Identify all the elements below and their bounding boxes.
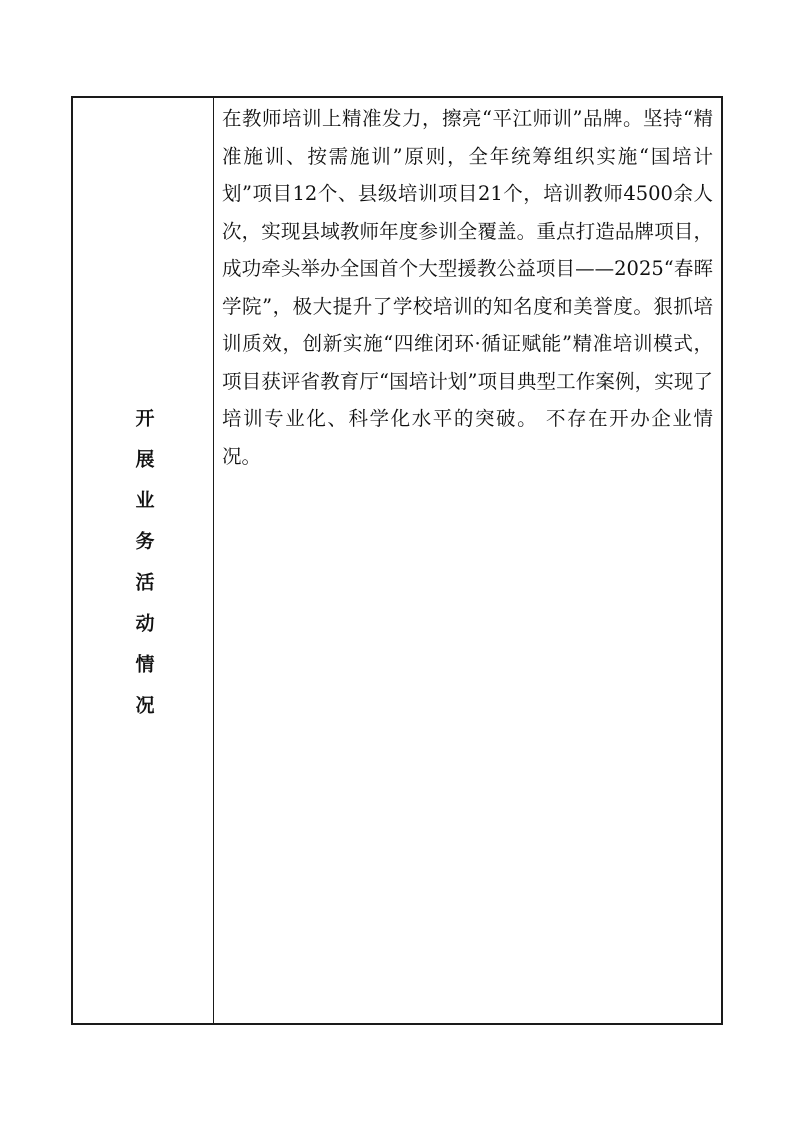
report-table (71, 96, 723, 1025)
section-label: 开展业务活动情况 (132, 407, 155, 736)
section-content-paragraph: 在教师培训上精准发力，擦亮“平江师训”品牌。坚持“精准施训、按需施训”原则，全年统筹组织实施“国培计划”项目12个、县级培训项目21个，培训教师4500余人次，实现县域教师年度参训全覆盖。重点打造品牌项目，成功牵头举办全国首个大型援教公益项目——2025“春晖学院”，极大提升了学校培训的知名度和美誉度。狠抓培训质效，创新实施“四维闭环·循证赋能”精准培训模式，项目获评省教育厅“国培计划”项目典型工作案例，实现了培训专业化、科学化水平的突破。 不存在开办企业情况。 (222, 107, 713, 468)
section-label-cell (73, 98, 214, 1023)
section-content-cell (214, 98, 721, 1023)
